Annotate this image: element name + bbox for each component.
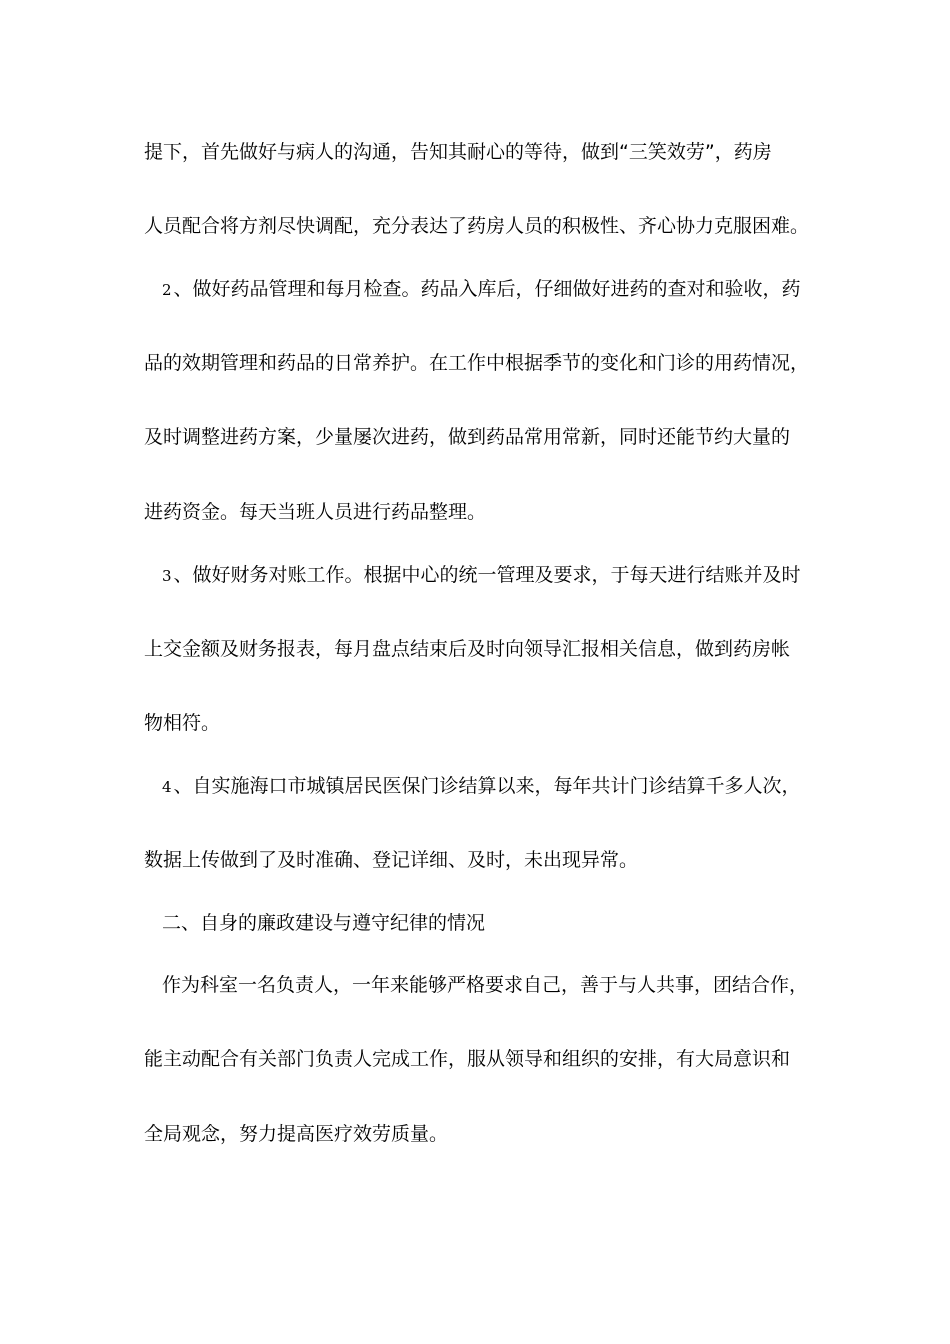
paragraph-line: 提下，首先做好与病人的沟通，告知其耐心的等待，做到“三笑效劳”，药房 — [144, 141, 772, 163]
list-item-2 — [162, 277, 832, 302]
list-item-3 — [162, 563, 832, 588]
paragraph-line: 全局观念，努力提高医疗效劳质量。 — [144, 1123, 449, 1145]
paragraph-line: 物相符。 — [144, 712, 221, 734]
list-number: 3 — [162, 567, 172, 585]
paragraph-line: 进药资金。每天当班人员进行药品整理。 — [144, 501, 487, 523]
list-number: 2 — [162, 281, 172, 299]
list-number: 4 — [162, 778, 172, 796]
paragraph-line: 能主动配合有关部门负责人完成工作，服从领导和组织的安排，有大局意识和 — [144, 1048, 791, 1070]
list-item-4 — [162, 774, 832, 799]
paragraph-line: 作为科室一名负责人，一年来能够严格要求自己，善于与人共事，团结合作， — [162, 974, 809, 996]
paragraph-line: 及时调整进药方案，少量屡次进药，做到药品常用常新，同时还能节约大量的 — [144, 426, 791, 448]
paragraph-line: 、做好财务对账工作。根据中心的统一管理及要求，于每天进行结账并及时 — [173, 564, 801, 586]
paragraph-line: 数据上传做到了及时准确、登记详细、及时，未出现异常。 — [144, 849, 639, 871]
paragraph-line: 人员配合将方剂尽快调配，充分表达了药房人员的积极性、齐心协力克服困难。 — [144, 215, 810, 237]
paragraph-line: 上交金额及财务报表，每月盘点结束后及时向领导汇报相关信息，做到药房帐 — [144, 638, 791, 660]
paragraph-line: 品的效期管理和药品的日常养护。在工作中根据季节的变化和门诊的用药情况， — [144, 352, 810, 374]
paragraph-line: 、自实施海口市城镇居民医保门诊结算以来，每年共计门诊结算千多人次， — [173, 775, 801, 797]
paragraph-line: 、做好药品管理和每月检查。药品入库后，仔细做好进药的查对和验收，药 — [173, 278, 801, 300]
section-heading: 二、自身的廉政建设与遵守纪律的情况 — [162, 912, 486, 934]
